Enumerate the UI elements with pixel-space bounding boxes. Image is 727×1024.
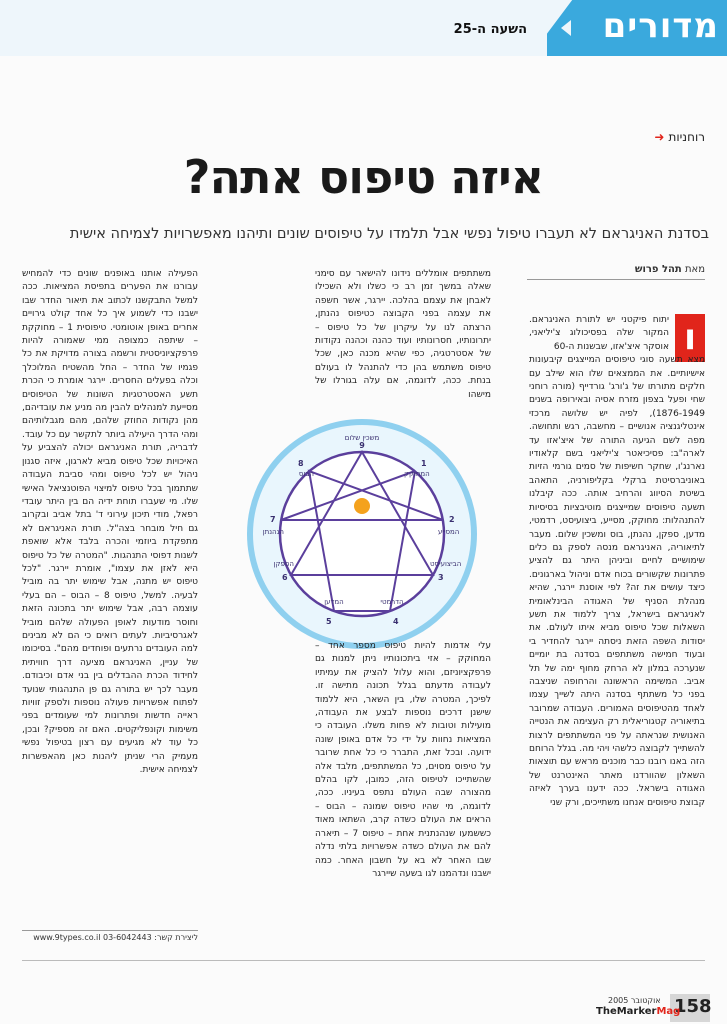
point-9-number: 9 [359,441,365,450]
point-1-number: 1 [421,459,427,468]
section-title: מדורים [602,6,719,46]
point-3-label: הביצועיסט [430,560,462,568]
contact-credit [22,930,198,942]
article-subtitle: בסדנת האניגראם לא תעברו טיפול נפשי אבל תלמדו על טיפוסים שונים ותיהנו מאפשרויות לצמיחה אישית [69,226,709,242]
author-divider [527,279,705,280]
article-column-left [22,268,198,940]
footer-divider [22,960,705,961]
column-body: עלי אדמות להיות טיפוס מספר אחד – המחוקק – אזי ביתכונותיו ניתן למנות גם פרפקציוניזם, והוא עלול להציק את עמיתיו לעבודה מדעתם בגלל תכונה מתישה זו. לפיכך, המטרה שלו, בין השאר, היא ללמוד שישנן דרכים נוספות לבצע את העבודה, מועילות וטובות לא פחות משלו. העובדה כי המציאות נחוות על ידי כל אדם באופן שונה ידועה. ובכל זאת, התברר כי כל אחת שרובר על טיפוס מסוים, כל המשתתפים, מלבד אלה שהשתייכו לטיפוס הזה, כמובן, לקו בהלם מהצורה שבה העולם נתפס בעיניו. ככה, לדוגמה, מי שהיו טיפוס שמונה – הבוס – הראים את העולם כשדה קרב, השתאו מאוד כששמעו שנהנתנית אחת – טיפוס 7 – תיארה להם את העולם כשדה אפשרויות בלתי נדלה שבו האחר לא בא על חשבון האחר. כמה ישבנו ונדהמנו לגו בשעה שיירגר [315,641,491,879]
point-8-label: הבוס [298,470,314,478]
point-1-label: המחוקק [404,470,430,478]
point-7-number: 7 [270,515,276,524]
article-column-middle-top [315,268,491,400]
author-byline [635,264,705,275]
column-body: משתתפים אומללים נידונו להישאר עם סימני שאלה במשך זמן רב כי כשלו ולא השכילו לאבחן את עצמם בהלכה. יירגר, אשר חשפה את עצמה בפני הקבוצה כטיפוס נהנתן, הרצתה לנו על עיקרון של כל טיפוס – יתרונותיו, חסרונותיו ועוד כהנה וכהנה נקודות של אסטרטגיה, כפי שהיא מכנה כאן, שכל טיפוס משתמש בהן כדי להתנהל לו בעולם בנחת. ככה, לדוגמה, אם עלה בגורלו של מישהו [315,269,491,400]
brand-logo [596,1006,680,1017]
article-title: איזה טיפוס אתה? [183,150,544,204]
point-6-number: 6 [282,573,288,582]
point-4-label: הדרמטי [380,598,404,606]
point-6-label: הספקן [273,560,294,568]
section-header [0,0,727,56]
arrow-left-icon: ➜ [654,130,665,144]
enneagram-svg [246,418,478,650]
category-text: רוחניות [668,130,705,144]
diagram-top-label: משכין שלום [344,434,380,442]
brand-main: TheMarker [596,1006,657,1017]
page-number: 158 [674,996,712,1017]
drop-cap: ו [675,314,705,362]
enneagram-diagram [246,418,478,650]
point-4-number: 4 [393,617,399,626]
point-2-label: המסייע [438,528,460,536]
point-5-label: המדען [324,598,344,606]
credit-label: ליצירת קשר: [154,933,198,942]
point-7-label: הנהנתן [262,528,284,536]
author-prefix: מאת [684,264,705,275]
column-intro: יתוח פיקטני יש לתורת האניגראם. המקור שלה בפסיכולוג צ'יליאני, אוסקר איצ'אזו, שבשנות ה-60 [529,315,669,352]
issue-date: אוקטובר 2005 [608,996,661,1005]
article-column-middle-bottom [315,640,491,940]
credit-phone: 03-6042443 [103,933,152,942]
point-5-number: 5 [326,617,332,626]
point-2-number: 2 [449,515,455,524]
category-label [654,130,705,144]
header-arrow-inner [561,20,571,36]
point-3-number: 3 [438,573,444,582]
column-body: מצא תשעה סוגי טיפוסים המייצגים קיבעונות אישיותיים. את הממצאים שלו הוא שילב עם חלקים מתורתו של ג'ורג' גורדייף (מורה רוחני שחי ופעל בצפון מזרח אסיה ובאירופה בשנים 1876-1949), לפיה יש שלושה מרכזי אינטליגנציה אנושיים – מחשבה, רגש ותחושה. מפה לשם הגיעה התורה של איצ'אזו עד לארה"ב: פסיכיאטר צ'יליאני בשם קלאודיו נארנג'ו, שחקר חשיפות של סמים גורמי הזיות באוניברסיטת ברקלי בקליפורניה, התאהב בשיטת הסיווג והרחיב אותה. ככה קיבלנו תשעה טיפוסים שמייצגים מוטיבציות בסיסיות להתנהלות: מחוקק, מסייע, ביצועיסט, רדמטי, מדען, ספקן, נהנתן, בוס ומשכין שלום. מעבר לתיאוריה, האניגראם מנסה לספק גם כלים שימושיים לחיים וביניהן היתר גם להציע פתרונות שקשורים בכוח אדם וניהול בארגונים. כיצד עושים את זה? לפי אוסנת יירגר, שהיא מנהלת הסניף של האגודה הבינלאומית לאניגראם בישראל, צריך ללמוד את תשע השאלות שכל טיפוס מביא איתו לעולם. את יסודות השפה הזאת ניסתה יירגר להחדיר בי ובעוד חמישה משתתפים בסדנה בת יומיים שנערכה במלון לא הרחק מחוף ימה של תל אביב. המשימה הראשונה והרחופה שניצבה בפני כל משתתף בסדנה היתה לשייך עצמו לאחד מהטיפוסים האמורים. העבודה שמרובר בתיאוריה קטגוריאלית רק העצימה את הנטייה האנושית שנראתה על פני המשתתפים לרצות להשתייך לקבוצה כלשהי ויהי מה. בגלל הרוחם הזה באנו רובנו כבר מוכנים מראש עם תוצאות השאלון שהוורדנו מאתר האינטרנט של האגודה בישראל. ככה ידענו בערך לאיזה קבוצת טיפוסים אנחנו משתייכים, ורק שני [529,355,705,808]
center-dot [354,498,370,514]
point-8-number: 8 [298,459,304,468]
credit-site[interactable]: www.9types.co.il [33,933,101,942]
brand-mag: Mag [656,1006,681,1017]
column-body: הפעילה אותנו באופנים שונים כדי להמחיש עבורנו את הפערים בתפיסת המציאות. ככה למשל התבקשנו לכתוב את תיאור החדר שבו ישבנו כדי לשמוע איך כל אחד קולט גירויים אחרים באופן אוטומטי. טיפוסית 1 – מחוקקת – שיתפה כמצופה ממי שאמורה להיות פרפקציוניסטית ורשמה בצורה מדויקת את כל פגמיו של החדר – החל מהשטיח המלוכלך וכלה בפעלים החסרים. יירגר אומרת כי הכרת תשע האסטרטגיות השונות של הטיפוסים מסייעת למנהלים להבין מה מניע את עובדיהם, מהן נקודות החוזק שלהם, מהם מגבלותיהם ומהי הדרך היעילה ביותר לתקשר עם כל עובד. לדבריה, תורת האניגראם יכולה להצביע על האיכויות שכל טיפוס מביא לארגון, איזה סגנון ניהול יש לכל טיפוס ומהי סביבת העבודה שתתמוך בכל טיפוס למיצוי הפוטנציאל האישי שלו. מי שעברו תוחת ידיה הם בין היתר עובדי רפאל, מודי תיכון עירוני ד' בתל אביב ובקרוב גם חיל מובחר בצה"ל. תורת האניגראם לא מתפקדת ביוזמי והכרה בלבד אלא שואפת לשנות דפוסי התנהגות. "המטרה של כל טיפוס היא לאזן את עצמו", אומרת יירגר. "לכל טיפוס יש מתנה, אבל שימוש יתר בה מוביל לבעיה. למשל, טיפוס 8 – הבוס – הם בעלי עוצמה רבה, אבל שימוש יתר בתכונה הזאת וחוסר מודעות לאופן הפעולה שלהם מוביל לאגרסיביות. לעתים רואים כי הם לא מבינים למה העובדים נרתעים ופוחדים מהם". בסיכומו של עניין, האניגראם מציעה דרך חוויתית לחידוד הכרת ההבדלים בין בני אדם וכיבודם. מעבר לכך יש בתורה גם פן התנהגותי שנועד לפתוח אפשרויות פעולה נוספות ולספק זוויות ראייה חדשות ופתרונות למי שעומדים בפני משימות וקונפליקטים. האם זה מספיק? ובכן, כל עוד לא מגיעים עם רצון בטיפול נפשי מעמיק הרי שניתן ליהנות כאן מהאפשרות לצמיחה אישית. [22,269,198,776]
author-name: תהל פרוש [634,264,682,275]
article-column-right [529,314,705,944]
series-title: השעה ה-25 [453,22,527,37]
